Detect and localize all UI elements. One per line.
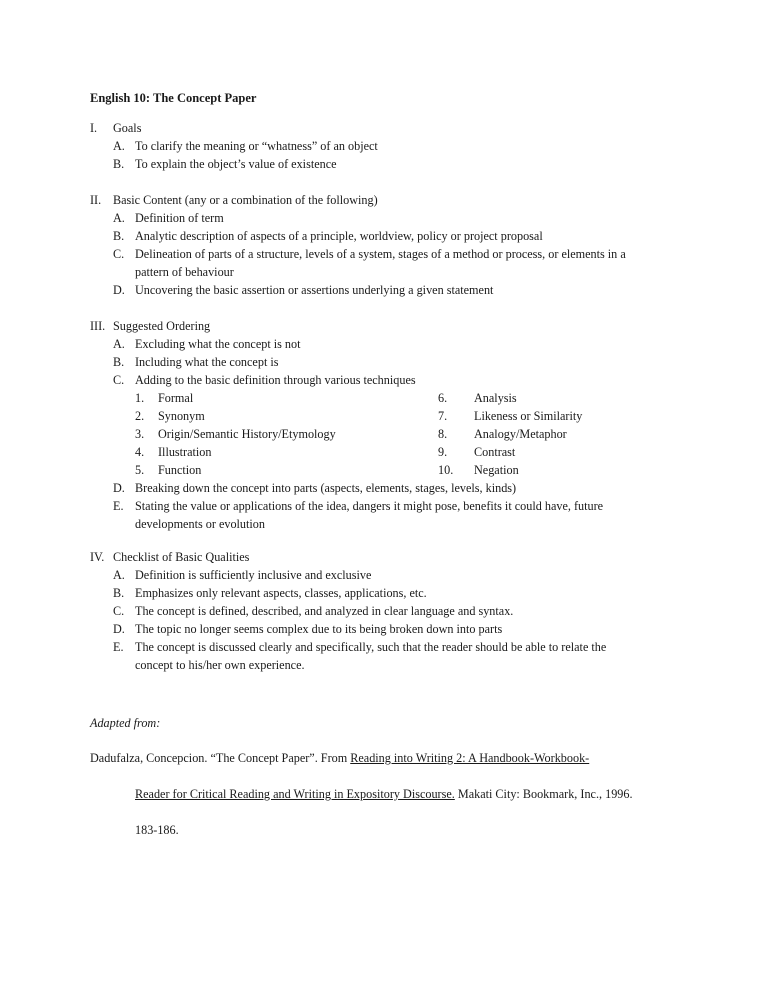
list-item-continuation: concept to his/her own experience. [135,658,305,672]
list-item: D. Uncovering the basic assertion or assertions underlying a given statement [113,283,494,297]
section-numeral: II. [90,193,102,207]
technique-row: 4. Illustration 9. Contrast [135,445,516,459]
list-item: C. Adding to the basic definition through various techniques [113,373,416,387]
list-item: D. Breaking down the concept into parts (aspects, elements, stages, levels, kinds) [113,481,517,495]
list-item-continuation: developments or evolution [135,517,265,531]
citation-author: Dadufalza, Concepcion. “The Concept Paper”. From [90,751,351,765]
section-title: Goals [113,121,142,135]
list-item: E. Stating the value or applications of the idea, dangers it might pose, benefits it could have, future [113,499,604,513]
section-title: Basic Content (any or a combination of the following) [113,193,378,207]
list-item: A. Definition is sufficiently inclusive and exclusive [113,568,372,582]
section-basic-content [90,191,690,299]
list-item: A. Definition of term [113,211,224,225]
list-item: C. Delineation of parts of a structure, levels of a system, stages of a method or process, or elements in a [113,247,626,261]
list-item: C. The concept is defined, described, and analyzed in clear language and syntax. [113,604,514,618]
list-item: B. To explain the object’s value of existence [113,157,337,171]
citation-pages: 183-186. [135,823,179,837]
technique-row: 5. Function 10. Negation [135,463,519,477]
technique-row: 1. Formal 6. Analysis [135,391,517,405]
list-item: D. The topic no longer seems complex due to its being broken down into parts [113,622,503,636]
document-title: English 10: The Concept Paper [90,91,257,105]
list-item-continuation: pattern of behaviour [135,265,234,279]
section-checklist [90,548,690,674]
technique-row: 2. Synonym 7. Likeness or Similarity [135,409,583,423]
list-item: B. Including what the concept is [113,355,279,369]
citation-book-title: Reading into Writing 2: A Handbook-Workbook- [350,751,590,765]
list-item: A. Excluding what the concept is not [113,337,301,351]
section-numeral: I. [90,121,98,135]
citation [90,749,690,839]
technique-row: 3. Origin/Semantic History/Etymology 8. Analogy/Metaphor [135,427,567,441]
list-item: B. Analytic description of aspects of a principle, worldview, policy or project proposal [113,229,543,243]
list-item: E. The concept is discussed clearly and specifically, such that the reader should be able to relate the [113,640,607,654]
section-title: Suggested Ordering [113,319,211,333]
list-item: A. To clarify the meaning or “whatness” of an object [113,139,378,153]
citation-book-title-continued: Reader for Critical Reading and Writing in Expository Discourse. [135,787,455,801]
list-item: B. Emphasizes only relevant aspects, classes, applications, etc. [113,586,427,600]
section-numeral: IV. [90,550,105,564]
section-numeral: III. [90,319,106,333]
adapted-from-label: Adapted from: [90,716,161,730]
section-title: Checklist of Basic Qualities [113,550,250,564]
section-suggested-ordering [90,317,690,533]
section-goals [90,119,690,173]
citation-publisher: Makati City: Bookmark, Inc., 1996. [454,787,633,801]
